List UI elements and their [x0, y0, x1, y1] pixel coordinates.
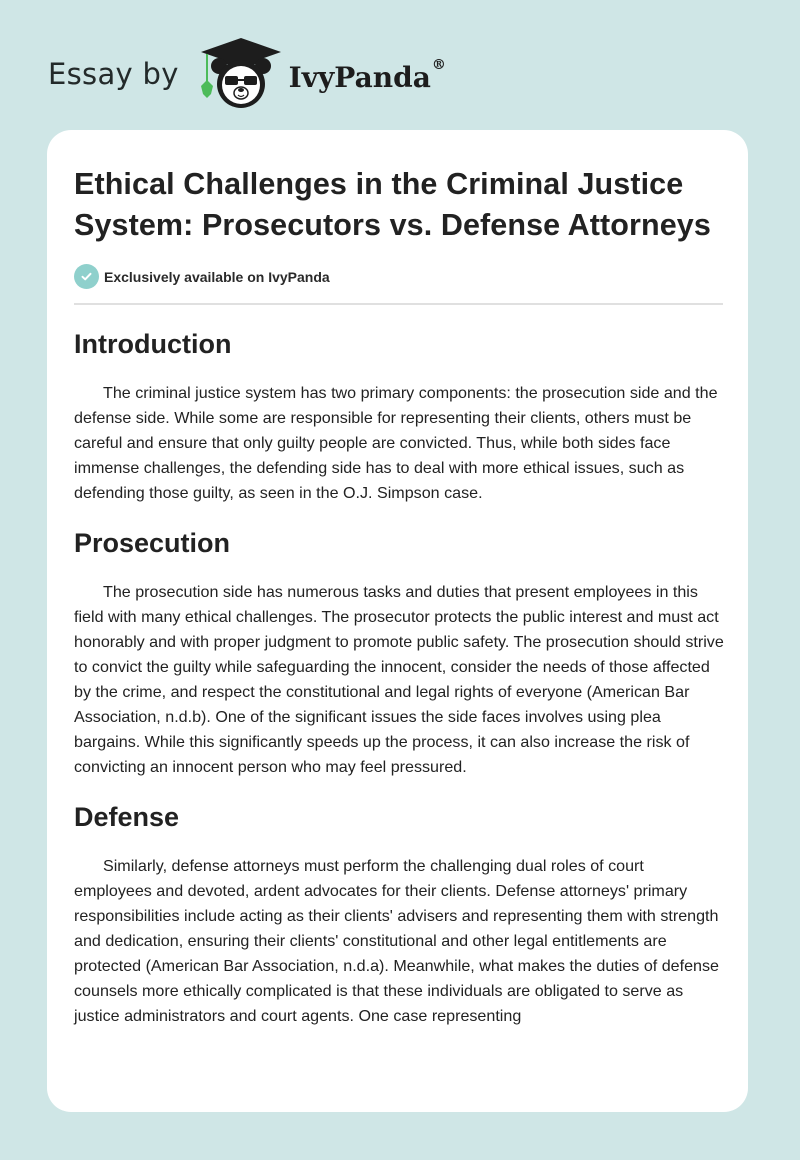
brand-name: IvyPanda [288, 60, 431, 94]
site-header [48, 36, 446, 110]
check-icon [74, 264, 99, 289]
essay-card [47, 130, 748, 1112]
registered-mark: ® [431, 56, 446, 73]
section-prosecution [74, 526, 722, 780]
section-paragraph: Similarly, defense attorneys must perform the challenging dual roles of court employees and devoted, ardent advocates for their clients. Defense attorneys' primary responsibilities include acting as their clients' advisers and representing them with strength and dedication, ensuring their clients' constitutional and other legal entitlements are protected (American Bar Association, n.d.a). Meanwhile, what makes the duties of defense counsels more ethically complicated is that these individuals are obligated to serve as justice administrators and court agents. One case representing [74, 857, 719, 1025]
section-heading: Introduction [74, 329, 232, 359]
exclusive-badge-label: Exclusively available on IvyPanda [104, 268, 330, 285]
title-divider [74, 303, 723, 305]
section-paragraph: The criminal justice system has two primary components: the prosecution side and the defense side. While some are responsible for representing their clients, others must be careful and ensure that only guilty people are convicted. Thus, while both sides face immense challenges, the defending side has to deal with more ethical issues, such as defending those guilty, as seen in the O.J. Simpson case. [74, 384, 718, 502]
essay-title: Ethical Challenges in the Criminal Justice System: Prosecutors vs. Defense Attorneys [74, 167, 711, 242]
section-heading: Prosecution [74, 528, 231, 558]
brand-logo-text[interactable] [288, 56, 446, 94]
exclusive-badge [74, 264, 722, 289]
panda-graduate-icon[interactable] [197, 36, 285, 110]
essay-by-label: Essay by [48, 57, 179, 91]
section-heading: Defense [74, 802, 180, 832]
section-defense [74, 800, 722, 1029]
section-paragraph: The prosecution side has numerous tasks and duties that present employees in this field with many ethical challenges. The prosecutor protects the public interest and must act honorably and with proper judgment to promote public safety. The prosecution should strive to convict the guilty while safeguarding the innocent, consider the needs of those affected by the crime, and respect the constitutional and legal rights of everyone (American Bar Association, n.d.b). One of the significant issues the side faces involves using plea bargains. While this significantly speeds up the process, it can also increase the risk of convicting an innocent person who may feel pressured. [74, 583, 724, 776]
section-introduction [74, 327, 722, 506]
